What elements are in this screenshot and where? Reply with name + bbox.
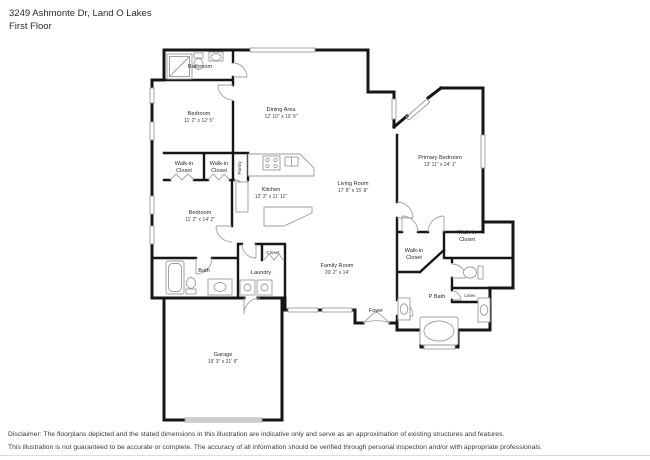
room-dims-kitchen: 12' 3" x 11' 11" bbox=[254, 194, 288, 200]
room-label-garage: Garage bbox=[213, 352, 233, 358]
room-label-family: Family Room bbox=[320, 263, 354, 269]
sink-bath2 bbox=[208, 279, 232, 295]
vanity-left bbox=[398, 298, 410, 320]
room-dims-garage: 19' 3" x 21' 9" bbox=[207, 359, 239, 365]
room-label-wic4-2: Closet bbox=[459, 237, 475, 243]
room-dims-living: 17' 8" x 15' 8" bbox=[337, 188, 369, 194]
windows bbox=[150, 48, 485, 422]
window-family-a bbox=[288, 308, 318, 312]
address-text: 3249 Ashmonte Dr, Land O Lakes bbox=[9, 8, 152, 19]
window-family-b bbox=[322, 308, 352, 312]
fixtures bbox=[166, 52, 490, 345]
window-bedroom1-b bbox=[150, 122, 154, 140]
room-dims-dining: 12' 10" x 10' 9" bbox=[264, 114, 298, 120]
room-label-living: Living Room bbox=[337, 181, 369, 187]
room-label-pantry: Pantry bbox=[237, 161, 242, 175]
room-label-wic3-2: Closet bbox=[406, 255, 422, 261]
room-label-dining: Dining Area bbox=[266, 107, 296, 113]
window-bay-diagonal bbox=[406, 99, 430, 120]
window-dining-top bbox=[250, 48, 315, 52]
sink-bathroom bbox=[209, 52, 223, 61]
bathtub bbox=[166, 261, 184, 294]
room-dims-family: 20' 2" x 14' bbox=[324, 270, 350, 276]
floor-label: First Floor bbox=[9, 20, 52, 32]
room-label-wic3: Walk-in bbox=[404, 248, 424, 254]
kitchen-sink bbox=[285, 157, 298, 166]
room-label-bathroom: Bathroom bbox=[187, 64, 213, 70]
room-label-wic1: Walk-in bbox=[174, 161, 194, 167]
window-tub-bay bbox=[424, 345, 455, 349]
window-primary-right bbox=[481, 135, 485, 168]
room-label-wic1-2: Closet bbox=[176, 168, 192, 174]
room-dims-primary: 13' 11" x 24' 1" bbox=[423, 162, 457, 168]
bottom-divider bbox=[0, 455, 650, 456]
room-label-wic2: Walk-in bbox=[209, 161, 229, 167]
washer-dryer bbox=[240, 280, 272, 295]
disclaimer bbox=[8, 428, 648, 454]
room-label-bedroom2: Bedroom bbox=[188, 210, 212, 216]
closet-bifold-a bbox=[170, 174, 194, 180]
window-bedroom2-b bbox=[150, 226, 154, 244]
room-label-primary: Primary Bedroom bbox=[418, 155, 462, 161]
room-label-kitchen: Kitchen bbox=[261, 187, 281, 193]
room-label-foyer: Foyer bbox=[368, 308, 384, 314]
linen-door bbox=[452, 291, 461, 300]
garden-tub bbox=[420, 317, 458, 345]
window-step bbox=[392, 99, 396, 119]
room-label-linen: Linen bbox=[464, 293, 476, 298]
disclaimer-line1: Disclaimer: The floorplans depicted and the stated dimensions in this illustration are indicative only and serve as an approximation of existing structures and features. bbox=[8, 431, 505, 438]
room-label-wic4: Walk-in bbox=[457, 230, 477, 236]
toilet-pbath bbox=[464, 266, 484, 279]
room-dims-bedroom1: 11' 2" x 12' 5" bbox=[184, 118, 214, 124]
room-label-bedroom1: Bedroom bbox=[187, 111, 211, 117]
disclaimer-line2: This illustration is not guaranteed to be accurate or complete. The accuracy of all information should be verified through personal inspection and/or with appropriate professionals. bbox=[8, 444, 543, 451]
stove bbox=[263, 156, 280, 170]
interior-walls bbox=[152, 50, 513, 330]
room-label-bath2: Bath bbox=[198, 268, 210, 274]
primary-door bbox=[397, 202, 413, 218]
toilet-bath2 bbox=[186, 278, 196, 295]
bedroom1-door bbox=[218, 85, 233, 100]
window-bedroom1-a bbox=[150, 88, 154, 103]
room-label-wic2-2: Closet bbox=[211, 168, 227, 174]
laundry-door bbox=[242, 244, 256, 258]
closet-bifold-b bbox=[208, 174, 230, 180]
room-label-closet: Closet bbox=[266, 250, 280, 255]
bedroom2-door bbox=[216, 226, 232, 242]
wic4-door bbox=[428, 216, 444, 232]
room-label-laundry: Laundry bbox=[250, 270, 272, 276]
window-bedroom2-a bbox=[150, 196, 154, 214]
room-label-pbath: P Bath bbox=[428, 294, 446, 300]
vanity-right bbox=[478, 298, 490, 322]
interior-wall-path bbox=[152, 50, 513, 330]
bathroom-door bbox=[233, 63, 247, 77]
room-dims-bedroom2: 11' 2" x 14' 2" bbox=[185, 217, 215, 223]
garage-entry-door bbox=[244, 298, 260, 314]
